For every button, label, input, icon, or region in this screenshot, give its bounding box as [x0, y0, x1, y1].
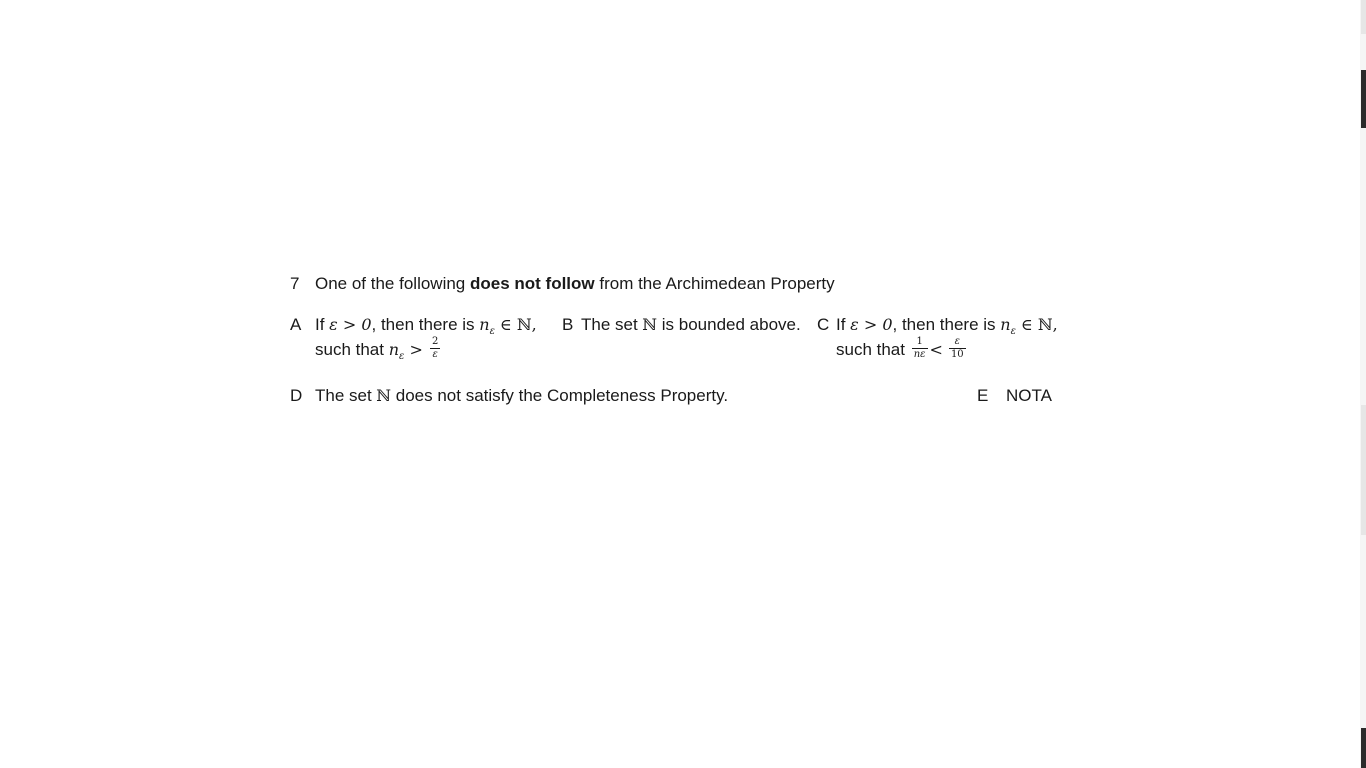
- option-c-lt: <: [929, 339, 943, 359]
- option-d-symbol: ℕ: [376, 386, 392, 405]
- option-b-letter: B: [562, 315, 574, 334]
- question-text-bold: does not follow: [469, 274, 595, 293]
- option-c-line1: [836, 315, 1058, 335]
- option-c-fraction-2: [949, 336, 966, 361]
- option-d-letter: D: [290, 386, 303, 405]
- option-a-frac-num: 2: [431, 336, 439, 347]
- option-a-math-eps: ε > 0: [329, 315, 372, 334]
- option-e-letter: E: [977, 386, 989, 405]
- option-b-after: is bounded above.: [657, 315, 801, 334]
- option-c-frac1-den: nε: [913, 349, 926, 360]
- option-b-text: [581, 315, 801, 335]
- option-a-frac-den: ε: [432, 349, 438, 360]
- option-b-before: The set: [581, 315, 643, 334]
- option-c-math-eps: ε > 0: [850, 315, 893, 334]
- scrollbar-top-segment: [1361, 0, 1366, 34]
- option-a-such-that: such that: [315, 339, 389, 359]
- option-c-in-n: ∈ ℕ,: [1015, 315, 1058, 334]
- option-a-gt: >: [404, 339, 428, 359]
- option-a-line2: [315, 338, 442, 363]
- option-c-n: n: [1000, 315, 1011, 334]
- option-c-mid: , then there is: [892, 315, 1001, 334]
- option-a-letter: A: [290, 315, 302, 334]
- option-a-sub2: ε: [399, 350, 405, 362]
- option-c-frac1-num: 1: [912, 336, 928, 349]
- option-b-symbol: ℕ: [642, 315, 658, 334]
- option-a-sub: ε: [489, 326, 495, 337]
- scrollbar-bottom-thumb[interactable]: [1361, 728, 1366, 768]
- option-a-line1: [315, 315, 537, 335]
- option-a-n2: n: [388, 339, 400, 359]
- option-c-frac2-num: ε: [949, 336, 966, 349]
- option-c-frac2-den: 10: [950, 349, 964, 360]
- question-text-after: from the Archimedean Property: [594, 274, 835, 293]
- option-d-after: does not satisfy the Completeness Property.: [391, 386, 729, 405]
- vertical-scrollbar[interactable]: [1360, 0, 1366, 768]
- question-text: [315, 274, 835, 294]
- option-a-mid: , then there is: [371, 315, 480, 334]
- option-e-text: NOTA: [1006, 386, 1052, 405]
- option-c-sub: ε: [1010, 326, 1016, 337]
- option-c-letter: C: [817, 315, 830, 334]
- option-c-fraction-1: [912, 336, 928, 361]
- option-d-before: The set: [315, 386, 377, 405]
- option-c-line2: [836, 338, 968, 363]
- option-a-if: If: [315, 315, 330, 334]
- option-a-in-n: ∈ ℕ,: [494, 315, 537, 334]
- option-d-text: [315, 386, 728, 406]
- option-a-fraction: [430, 336, 440, 361]
- option-c-if: If: [836, 315, 851, 334]
- option-a-n: n: [479, 315, 490, 334]
- option-c-such-that: such that: [836, 339, 910, 359]
- question-number: 7: [290, 274, 300, 293]
- scrollbar-mid-segment: [1361, 405, 1366, 535]
- scrollbar-thumb[interactable]: [1361, 70, 1366, 128]
- question-text-before: One of the following: [315, 274, 470, 293]
